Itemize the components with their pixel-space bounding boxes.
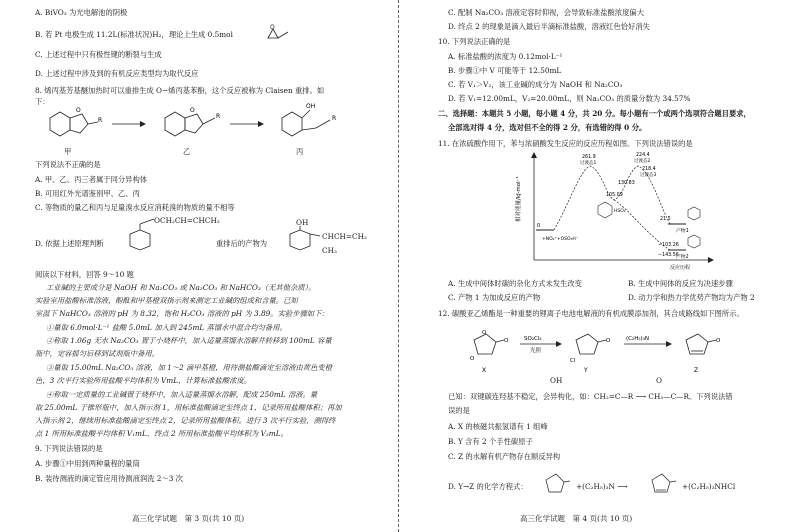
svg-text:O: O [504,338,509,344]
option-c-bond: C. 上述过程中只有极性键的断裂与生成 [35,50,162,59]
left-footer: 高三化学试题 第 3 页(共 10 页) [132,514,245,523]
epoxide-structure [262,24,302,44]
ts3-label: 过渡态3 [640,173,657,178]
question-9: 9. 下列说法错误的是 [35,444,103,453]
q10-option-d: D. 若 V₁=12.00mL，V₂=20.00mL，则 Na₂CO₃ 的质量分数为 34.57% [448,94,691,103]
known-note: 已知：双键碳连羟基不稳定，会异构化，如：CH₂=C—R ⟶ CH₃—C—R。下列说法错 [448,392,733,401]
svg-text:O: O [470,356,475,362]
intermediate-ring [598,202,612,218]
q10-option-c: C. 若 V₁＞V₂，该工业碱的成分为 NaOH 和 Na₂CO₃ [448,80,623,89]
question-12: 12. 碳酸亚乙烯酯是一种重要的锂离子电池电解液的有机成膜添加剂，其合成路线如下图所示。 [438,309,744,318]
arrow-1-reagent: SO₂Cl₂ [524,336,542,342]
right-page [400,0,794,532]
section-2-header-2: 全部选对得 4 分，选对但不全的得 2 分，有选错的得 0 分。 [448,123,647,132]
step-3-line-2: 色，3 次平行实验所用盐酸平均体积为 VmL，计算标准盐酸浓度。 [35,376,252,385]
label-jia: 甲 [64,147,72,156]
passage-line-1: 工业碱的主要成分是 NaOH 和 Na₂CO₃ 或 Na₂CO₃ 和 NaHCO₃（无其他杂质）。 [46,283,316,292]
cl-label: Cl [570,358,576,364]
q10-option-a: A. 标准盐酸的浓度为 0.12mol·L⁻¹ [448,52,563,61]
compound-x [474,334,496,354]
q12-option-d-pre: D. Y→Z 的化学方程式： [448,482,528,491]
svg-text:R: R [98,117,103,124]
svg-text:O: O [190,107,195,114]
q9-option-b: B. 装待测液的滴定管应用待测液润洗 2～3 次 [35,474,183,483]
ts3-energy: 218.4 [642,167,656,172]
q11-option-b: B. 生成中间体的反应为决速步骤 [628,279,733,288]
label-bing: 丙 [296,147,304,156]
label-yi: 乙 [183,147,191,156]
y-axis-label: 相对能量/kJ·mol⁻¹ [516,176,522,222]
hso4-label: HSO₄⁻ [614,209,628,214]
svg-text:R: R [216,113,221,120]
q12-option-d-post: +(C₂H₅)₃NHCl [682,482,736,491]
oh-label: OH [296,218,309,227]
product-ch3: CH₃ [322,246,337,255]
product1-ring [688,207,700,220]
step-4-line-2: 取 25.00mL 于锥形瓶中，加入指示剂 1，用标准盐酸滴定至终点 1，记录所用盐酸体积；再加 [35,403,342,412]
svg-text:O: O [606,338,611,344]
product-chain: CHCH=CH₂ [322,232,367,241]
step-4-line-1: ④称取一定质量的工业碱置于烧杯中，加入适量蒸馏水溶解，配成 250mL 溶液。量 [46,390,318,399]
label-y: Y [584,367,588,374]
ts1-energy: 261.9 [582,155,596,160]
q12-option-c: C. Z 的水解有机产物存在顺反异构 [448,452,561,461]
step-2-line-2: 瓶中，定容摇匀后移到试剂瓶中备用。 [35,349,160,358]
claisen-scheme [40,100,360,146]
svg-text:OH: OH [306,103,316,110]
product2-energy-b: −143.56 [658,253,679,258]
svg-text:O: O [482,330,487,336]
eq-z-structure [646,470,676,498]
product2-label: 产物2 [676,255,689,260]
step-4-line-4: 点 1 所用标准盐酸平均体积 V₁mL，终点 2 所用标准盐酸平均体积为 V₂mL。 [35,429,288,438]
question-8-stem-cont: 下： [35,97,50,106]
product1-label: 产物1 [676,229,689,234]
right-footer: 高三化学试题 第 4 页(共 10 页) [520,514,633,523]
question-8-stem: 8. 烯丙基芳基醚加热时可以重排生成 O−烯丙基苯酚，这个反应被称为 Claisen 重排。如 [35,86,325,95]
rearranged-product [286,226,326,258]
step-4-line-3: 入指示剂 2，继续用标准盐酸滴定至终点 2，记录所用盐酸体积。进行 3 次平行实验，测得终 [35,416,336,425]
product2-ring [688,235,700,248]
step-1: ①量取 6.0mol·L⁻¹ 盐酸 5.0mL 加入到 245mL 蒸馏水中混合均匀备用。 [46,323,287,332]
q9-option-d: D. 终点 2 的现象是滴入最后半滴标准盐酸，溶液红色恰好消失 [448,22,650,31]
synthesis-route [460,326,750,376]
question-8-ask: 下列说法不正确的是 [35,160,101,169]
known-o: O [656,376,662,385]
label-z: Z [694,367,699,374]
option-d-reaction: D. 上述过程中涉及到的有机反应类型均为取代反应 [35,69,199,78]
ts2-label: 过渡态2 [634,159,651,164]
q12-option-a: A. X 的核磁共振氢谱有 1 组峰 [448,422,548,431]
q8-option-a: A. 甲、乙、丙三者属于同分异构体 [35,175,148,184]
ether-structure [126,222,160,256]
q8-option-c: C. 等物质的量乙和丙与足量溴水反应消耗溴的物质的量不相等 [35,203,235,212]
q9-option-a: A. 步骤①中用到两种量程的量筒 [35,459,140,468]
section-2-header-1: 二、选择题：本题共 5 小题，每小题 4 分，共 20 分。每小题有一个或两个选项符合题目要求， [438,109,751,118]
arrow-1-condition: 光照 [530,348,542,354]
mid-energy: 105.09 [606,193,623,198]
question-10: 10. 下列说法正确的是 [438,37,511,46]
known-note-cont: 误的是 [448,406,470,415]
ts1-label: 过渡态1 [580,161,597,166]
option-a-bivo: A. BiVO₃ 为光电解池的阴极 [35,8,128,17]
svg-text:O: O [76,107,81,114]
q8-option-d-post: 重排后的产物为 [216,239,268,248]
q11-option-a: A. 生成中间体时碳的杂化方式未发生改变 [448,279,582,288]
q11-option-d: D. 动力学和热力学优势产物均为产物 2 [628,293,755,302]
mid-energy-2: 130.83 [618,181,635,186]
step-3-line-1: ③量取 15.00mL Na₂CO₃ 溶液，加 1～2 滴甲基橙，用待测盐酸滴定至溶液由黄色变橙 [46,363,332,372]
product2-energy: −103.26 [658,243,679,248]
question-11: 11. 在浓硫酸作用下，苯与浓硝酸发生反应的反应历程如图。下列说法错误的是 [438,139,693,148]
option-b-pt: B. 若 Pt 电极生成 11.2L(标准状况)H₂，理论上生成 0.5mol [35,30,233,39]
q10-option-b: B. 步骤①中 V 可能等于 12.50mL [448,66,562,75]
q11-option-c: C. 产物 1 为加成反应的产物 [448,293,541,302]
q8-option-d-pre: D. 依据上述原理判断 [35,239,104,248]
zero-label: 0 [537,223,541,229]
compound-y [576,334,598,354]
ether-substituent: OCH₂CH=CHCH₃ [154,216,220,225]
product1-energy: 21.5 [660,217,671,222]
known-oh: OH [550,376,563,385]
step-2-line-1: ②称取 1.06g 无水 Na₂CO₃ 置于小烧杯中，加入适量蒸馏水溶解并转移到 100mL 容量 [46,336,332,345]
x-axis-label: 反应历程 [670,265,691,271]
svg-text:O: O [716,338,721,344]
eq-y-structure [540,470,570,498]
svg-text:R: R [332,115,337,122]
arrow-2-reagent: (C₂H₅)₃N [626,336,649,342]
label-x: X [482,367,487,374]
passage-line-3: 室温下 NaHCO₃ 溶液的 pH 为 8.32，饱和 H₂CO₃ 溶液的 pH 为 3.89。实验步骤如下： [35,309,329,318]
q9-option-c: C. 配制 Na₂CO₃ 溶液定容时仰视，会导致标准盐酸浓度偏大 [448,8,644,17]
reading-header: 阅读以下材料，回答 9～10 题 [35,270,134,279]
q8-option-b: B. 可用红外光谱鉴别甲、乙、丙 [35,189,140,198]
reactant-label: +NO₂⁺+OSO₃H⁻ [542,237,579,242]
energy-diagram [510,152,720,270]
q12-option-d-mid: +(C₂H₅)₃N ⟶ [576,482,628,491]
passage-line-2: 实验室用盐酸标准溶液，酚酞和甲基橙双指示剂来测定工业碱的组成和含量。已知 [35,296,298,305]
ts2-energy: 224.4 [636,153,650,158]
q12-option-b: B. Y 含有 2 个手性碳原子 [448,437,533,446]
svg-text:O: O [270,24,275,31]
